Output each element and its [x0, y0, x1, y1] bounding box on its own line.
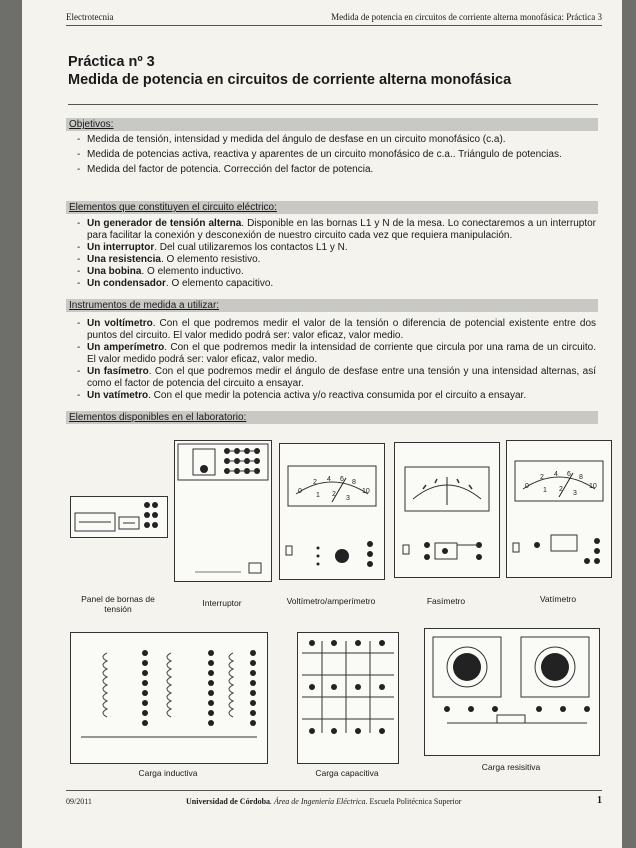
page-number: 1 [597, 795, 602, 806]
svg-text:10: 10 [589, 483, 597, 490]
svg-text:10: 10 [362, 488, 370, 495]
svg-text:4: 4 [554, 471, 558, 478]
list-item: - Una bobina. O elemento inductivo. [77, 266, 596, 278]
svg-text:8: 8 [579, 474, 583, 481]
list-item: - Un fasímetro. Con el que podremos medir el ángulo de desfase entre una tensión y una intensidad alternas, así como el factor de potencia del circuito a ensayar. [77, 366, 596, 390]
list-item: - Medida de tensión, intensidad y medida del ángulo de desfase en un circuito monofásico (c.a). [77, 134, 596, 146]
caption-vatimetro: Vatímetro [539, 594, 577, 604]
title-rule [68, 104, 598, 105]
interruptor-image [174, 440, 272, 582]
document-page [22, 0, 622, 848]
caption-panel: Panel de bornas de tensión [81, 594, 155, 614]
carga-inductiva-image [70, 632, 268, 764]
header-left: Electrotecnia [66, 12, 114, 22]
list-item: - Un voltímetro. Con el que podremos medir el valor de la tensión o diferencia de potencial existente entre dos puntos del circuito. El valor medido podrá ser: valor eficaz, valor medio. [77, 318, 596, 342]
svg-text:6: 6 [340, 476, 344, 483]
svg-text:3: 3 [573, 490, 577, 497]
svg-text:2: 2 [332, 491, 336, 498]
svg-text:2: 2 [540, 474, 544, 481]
section-laboratorio: Elementos disponibles en el laboratorio: [66, 411, 598, 424]
footer-date: 09/2011 [66, 797, 92, 806]
svg-text:8: 8 [352, 479, 356, 486]
objetivos-list [77, 134, 596, 179]
list-item: - Un amperímetro. Con el que podremos medir la intensidad de corriente que circula por una rama de un circuito. El valor medido podrá ser: valor eficaz, valor medio. [77, 342, 596, 366]
voltimetro-image [279, 443, 385, 580]
section-objetivos: Objetivos: [66, 118, 598, 131]
list-item: - Un condensador. O elemento capacitivo. [77, 278, 596, 290]
caption-resistiva: Carga resisitiva [481, 762, 541, 772]
page-footer [66, 790, 602, 806]
svg-text:3: 3 [346, 495, 350, 502]
vatimetro-image [506, 440, 612, 578]
svg-text:2: 2 [313, 479, 317, 486]
instrumentos-list [77, 318, 596, 402]
caption-interruptor: Interruptor [202, 598, 242, 608]
list-item: - Medida de potencias activa, reactiva y aparentes de un circuito monofásico de c.a.. Triángulo de potencias. [77, 149, 596, 161]
svg-text:1: 1 [543, 487, 547, 494]
svg-text:1: 1 [316, 492, 320, 499]
panel-bornas-image [70, 496, 168, 538]
svg-text:4: 4 [327, 476, 331, 483]
svg-text:6: 6 [567, 471, 571, 478]
list-item: - Una resistencia. O elemento resistivo. [77, 254, 596, 266]
svg-text:0: 0 [525, 483, 529, 490]
section-instrumentos: Instrumentos de medida a utilizar: [66, 299, 598, 312]
practice-number: Práctica nº 3 [68, 54, 155, 70]
carga-capacitiva-image [297, 632, 399, 764]
running-header [66, 12, 602, 26]
header-right: Medida de potencia en circuitos de corriente alterna monofásica: Práctica 3 [331, 12, 602, 22]
svg-text:2: 2 [559, 486, 563, 493]
fasimetro-image [394, 442, 500, 578]
list-item: - Un vatímetro. Con el que medir la potencia activa y/o reactiva consumida por el circuito a ensayar. [77, 390, 596, 402]
section-elementos: Elementos que constituyen el circuito eléctrico: [66, 201, 598, 214]
svg-text:0: 0 [298, 488, 302, 495]
caption-capacitiva: Carga capacitiva [315, 768, 379, 778]
footer-institution: Universidad de Córdoba. Área de Ingeniería Eléctrica. Escuela Politécnica Superior [186, 797, 462, 806]
carga-resistiva-image [424, 628, 600, 756]
practice-title: Medida de potencia en circuitos de corriente alterna monofásica [68, 72, 512, 88]
caption-fasimetro: Fasímetro [426, 596, 466, 606]
list-item: - Medida del factor de potencia. Corrección del factor de potencia. [77, 164, 596, 176]
caption-voltimetro: Voltímetro/amperímetro [286, 596, 376, 606]
list-item: - Un generador de tensión alterna. Disponible en las bornas L1 y N de la mesa. Lo conectaremos a un interruptor para facilitar la conexión y desconexión de nuestro circuito cada vez que requiera manipulación. [77, 218, 596, 242]
list-item: - Un interruptor. Del cual utilizaremos los contactos L1 y N. [77, 242, 596, 254]
elementos-list [77, 218, 596, 290]
caption-inductiva: Carga inductiva [138, 768, 198, 778]
